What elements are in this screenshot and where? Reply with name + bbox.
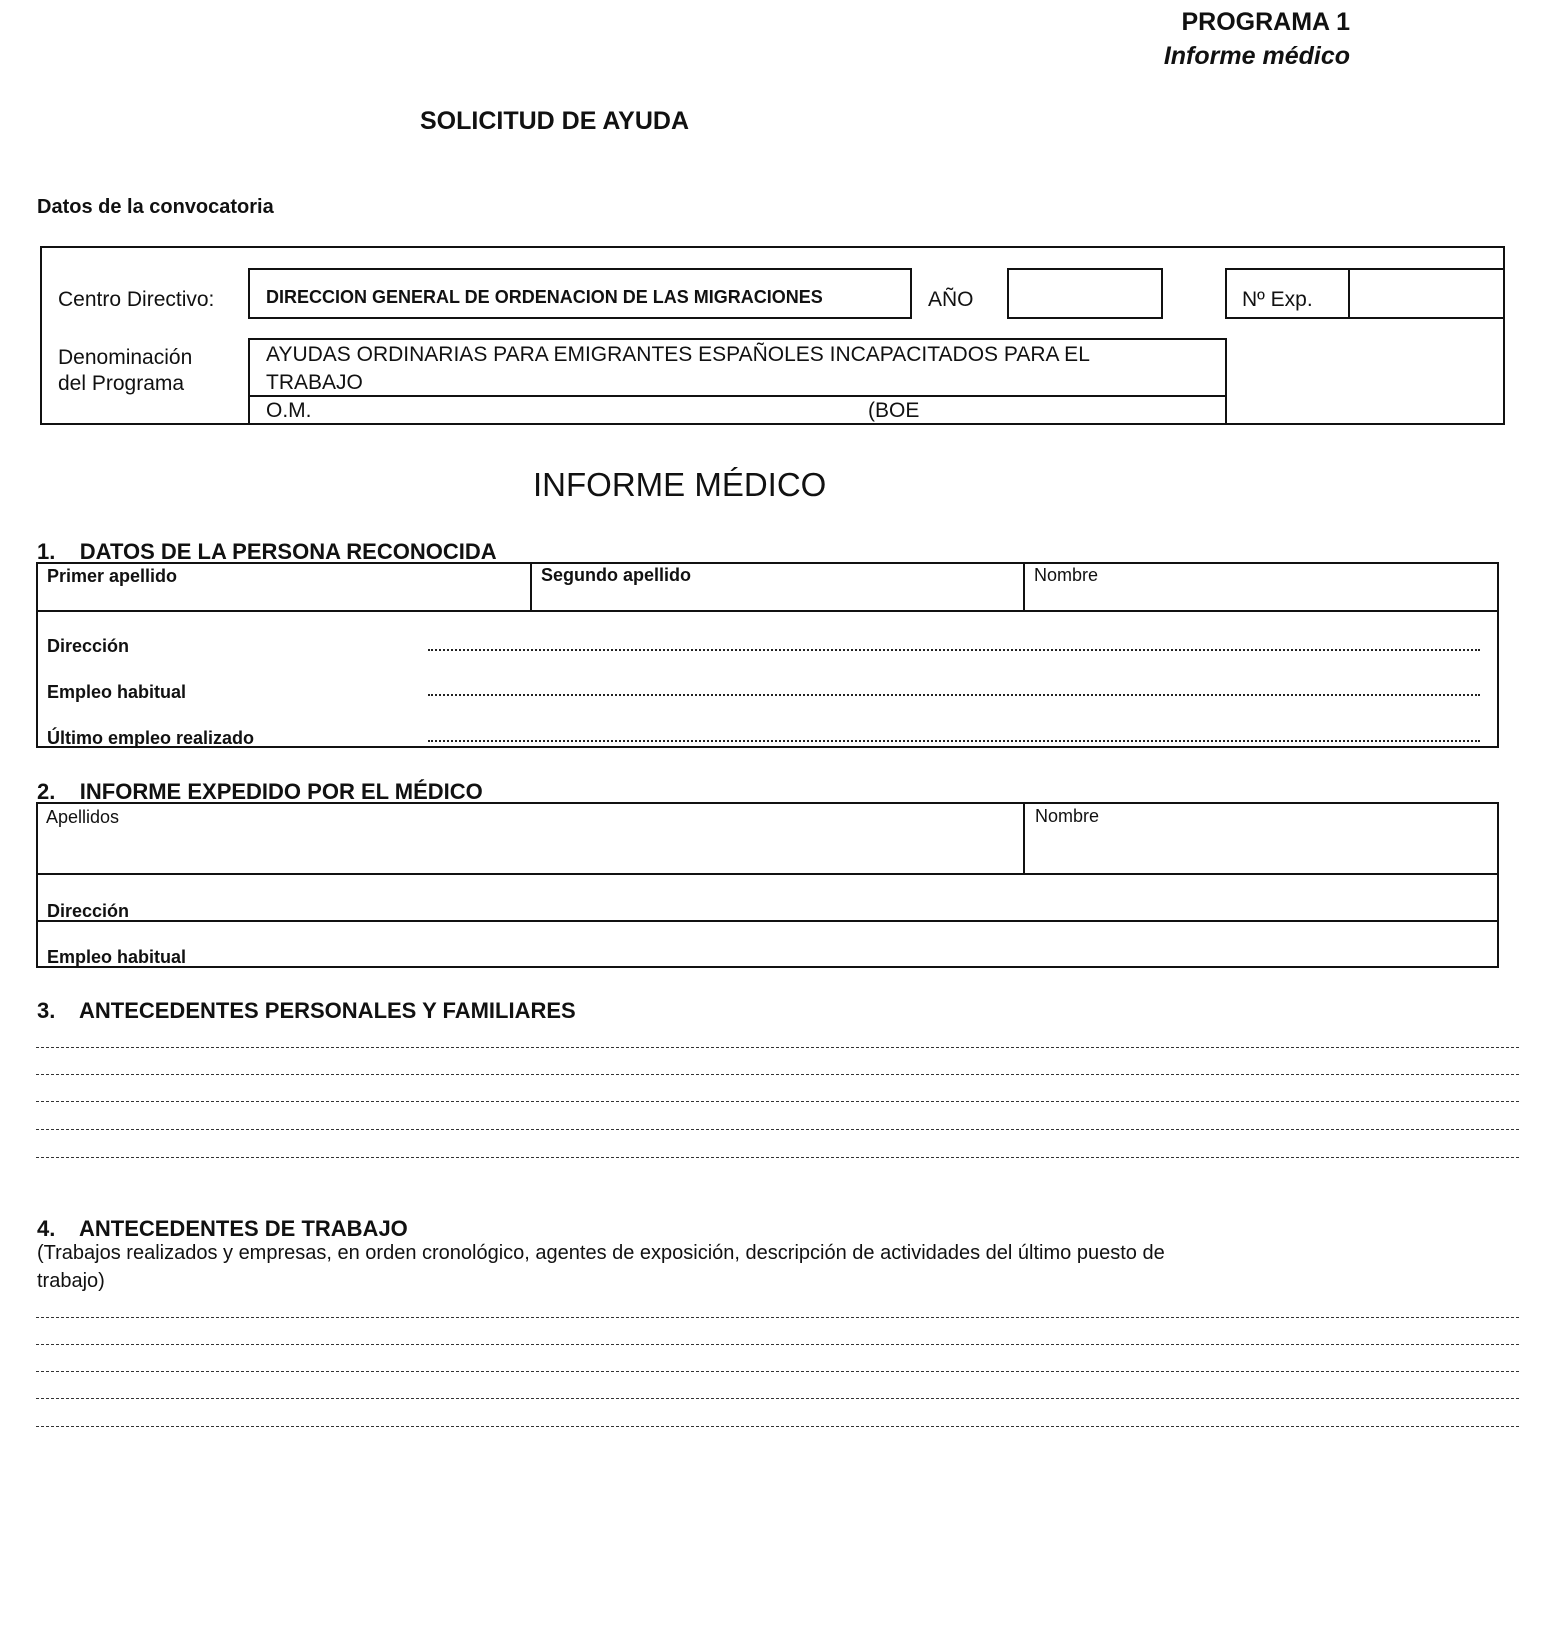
primer-apellido-label: Primer apellido [47,566,178,586]
section-4-title: 4. ANTECEDENTES DE TRABAJO [37,1216,408,1241]
boe-label: (BOE [868,399,920,422]
ultimo-empleo-field[interactable] [428,740,1480,742]
section-1-col-divider-2 [1023,562,1025,611]
empleo-habitual-field[interactable] [428,694,1480,696]
section-2-col-divider [1023,802,1025,874]
section-1-row-divider [36,610,1499,612]
page-title: SOLICITUD DE AYUDA [420,107,690,135]
centro-directivo-value: DIRECCION GENERAL DE ORDENACION DE LAS MIGRACIONES [266,287,823,307]
direccion-field[interactable] [428,649,1480,651]
section-3-line[interactable] [36,1157,1519,1158]
section-4-line[interactable] [36,1426,1519,1427]
section-4-line[interactable] [36,1317,1519,1318]
programa-value-line-2: TRABAJO [266,371,363,394]
main-title: INFORME MÉDICO [533,466,827,503]
section-3-line[interactable] [36,1101,1519,1102]
section-2-row-divider-1 [36,873,1499,875]
document-subtitle: Informe médico [1163,42,1350,70]
empleo-habitual-label: Empleo habitual [47,682,187,702]
section-4-line[interactable] [36,1398,1519,1399]
section-2-row-divider-2 [36,920,1499,922]
section-1-col-divider-1 [530,562,532,611]
section-1-title: 1. DATOS DE LA PERSONA RECONOCIDA [37,539,497,564]
medico-direccion-label: Dirección [47,901,130,921]
section-1-box [36,562,1499,748]
section-2-title: 2. INFORME EXPEDIDO POR EL MÉDICO [37,779,483,804]
apellidos-label: Apellidos [46,807,120,827]
anio-label: AÑO [928,288,974,311]
anio-field[interactable] [1007,268,1163,319]
ultimo-empleo-label: Último empleo realizado [47,728,255,748]
section-3-line[interactable] [36,1074,1519,1075]
nexp-label: Nº Exp. [1242,288,1313,311]
section-3-title: 3. ANTECEDENTES PERSONALES Y FAMILIARES [37,998,576,1023]
section-3-line[interactable] [36,1047,1519,1048]
denominacion-label: Denominación [58,346,193,369]
section-4-line[interactable] [36,1371,1519,1372]
del-programa-label: del Programa [58,372,185,395]
section-4-description-line-1: (Trabajos realizados y empresas, en orden cronológico, agentes de exposición, descripción de actividades del último puesto de [37,1242,1165,1264]
medico-empleo-label: Empleo habitual [47,947,187,967]
section-3-line[interactable] [36,1129,1519,1130]
centro-directivo-label: Centro Directivo: [58,288,215,311]
nombre-label: Nombre [1034,565,1099,585]
nexp-field[interactable] [1352,271,1500,316]
om-label: O.M. [266,399,312,422]
section-4-line[interactable] [36,1344,1519,1345]
section-4-description-line-2: trabajo) [37,1270,105,1292]
section-2-box [36,802,1499,968]
nexp-divider [1348,268,1350,319]
convocatoria-section-label: Datos de la convocatoria [37,196,274,218]
programa-label: PROGRAMA 1 [1181,8,1350,36]
direccion-label: Dirección [47,636,130,656]
medico-nombre-label: Nombre [1035,806,1100,826]
segundo-apellido-label: Segundo apellido [541,565,692,585]
programa-divider [248,395,1227,397]
programa-value-line-1: AYUDAS ORDINARIAS PARA EMIGRANTES ESPAÑOLES INCAPACITADOS PARA EL [266,343,1090,366]
